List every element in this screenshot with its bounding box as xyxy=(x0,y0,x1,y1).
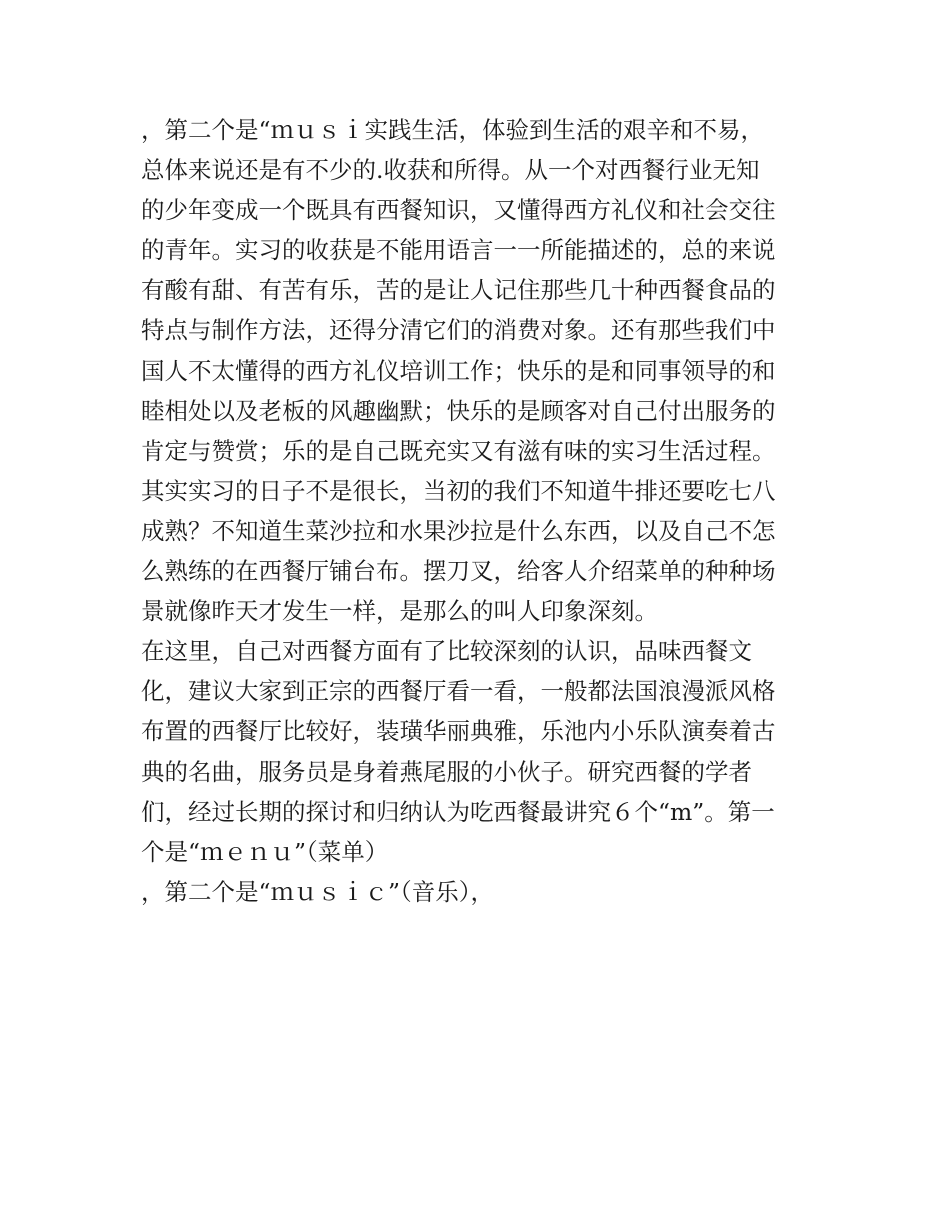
text-line: 们，经过长期的探讨和归纳认为吃西餐最讲究６个“m”。第一 xyxy=(141,797,775,826)
body-text xyxy=(141,110,821,912)
text-line: 特点与制作方法，还得分清它们的消费对象。还有那些我们中 xyxy=(141,316,776,345)
text-line: ，第二个是“ｍｕｓｉｃ”（音乐）， xyxy=(141,877,495,906)
text-line: 睦相处以及老板的风趣幽默；快乐的是顾客对自己付出服务的 xyxy=(141,396,776,425)
text-line: 个是“ｍｅｎｕ”（菜单） xyxy=(141,837,389,866)
text-line: 总体来说还是有不少的.收获和所得。从一个对西餐行业无知 xyxy=(141,156,760,185)
text-line: 的青年。实习的收获是不能用语言一一所能描述的，总的来说 xyxy=(141,236,776,265)
text-line: 有酸有甜、有苦有乐，苦的是让人记住那些几十种西餐食品的 xyxy=(141,276,776,305)
text-line: 肯定与赞赏；乐的是自己既充实又有滋有味的实习生活过程。 xyxy=(141,436,776,465)
text-line: 么熟练的在西餐厅铺台布。摆刀叉，给客人介绍菜单的种种场 xyxy=(141,557,776,586)
text-line: 景就像昨天才发生一样，是那么的叫人印象深刻。 xyxy=(141,597,658,626)
text-line: 典的名曲，服务员是身着燕尾服的小伙子。研究西餐的学者 xyxy=(141,757,752,786)
text-line: 的少年变成一个既具有西餐知识，又懂得西方礼仪和社会交往 xyxy=(141,196,776,225)
text-line: 成熟？不知道生菜沙拉和水果沙拉是什么东西，以及自己不怎 xyxy=(141,516,776,545)
text-line: 在这里，自己对西餐方面有了比较深刻的认识，品味西餐文 xyxy=(141,637,752,666)
text-line: 布置的西餐厅比较好，装璜华丽典雅，乐池内小乐队演奏着古 xyxy=(141,717,776,746)
text-line: ，第二个是“ｍｕｓｉ实践生活，体验到生活的艰辛和不易， xyxy=(141,116,765,144)
text-line: 化，建议大家到正宗的西餐厅看一看，一般都法国浪漫派风格 xyxy=(141,677,776,706)
text-line: 其实实习的日子不是很长，当初的我们不知道牛排还要吃七八 xyxy=(141,476,776,505)
text-line: 国人不太懂得的西方礼仪培训工作；快乐的是和同事领导的和 xyxy=(141,356,776,385)
